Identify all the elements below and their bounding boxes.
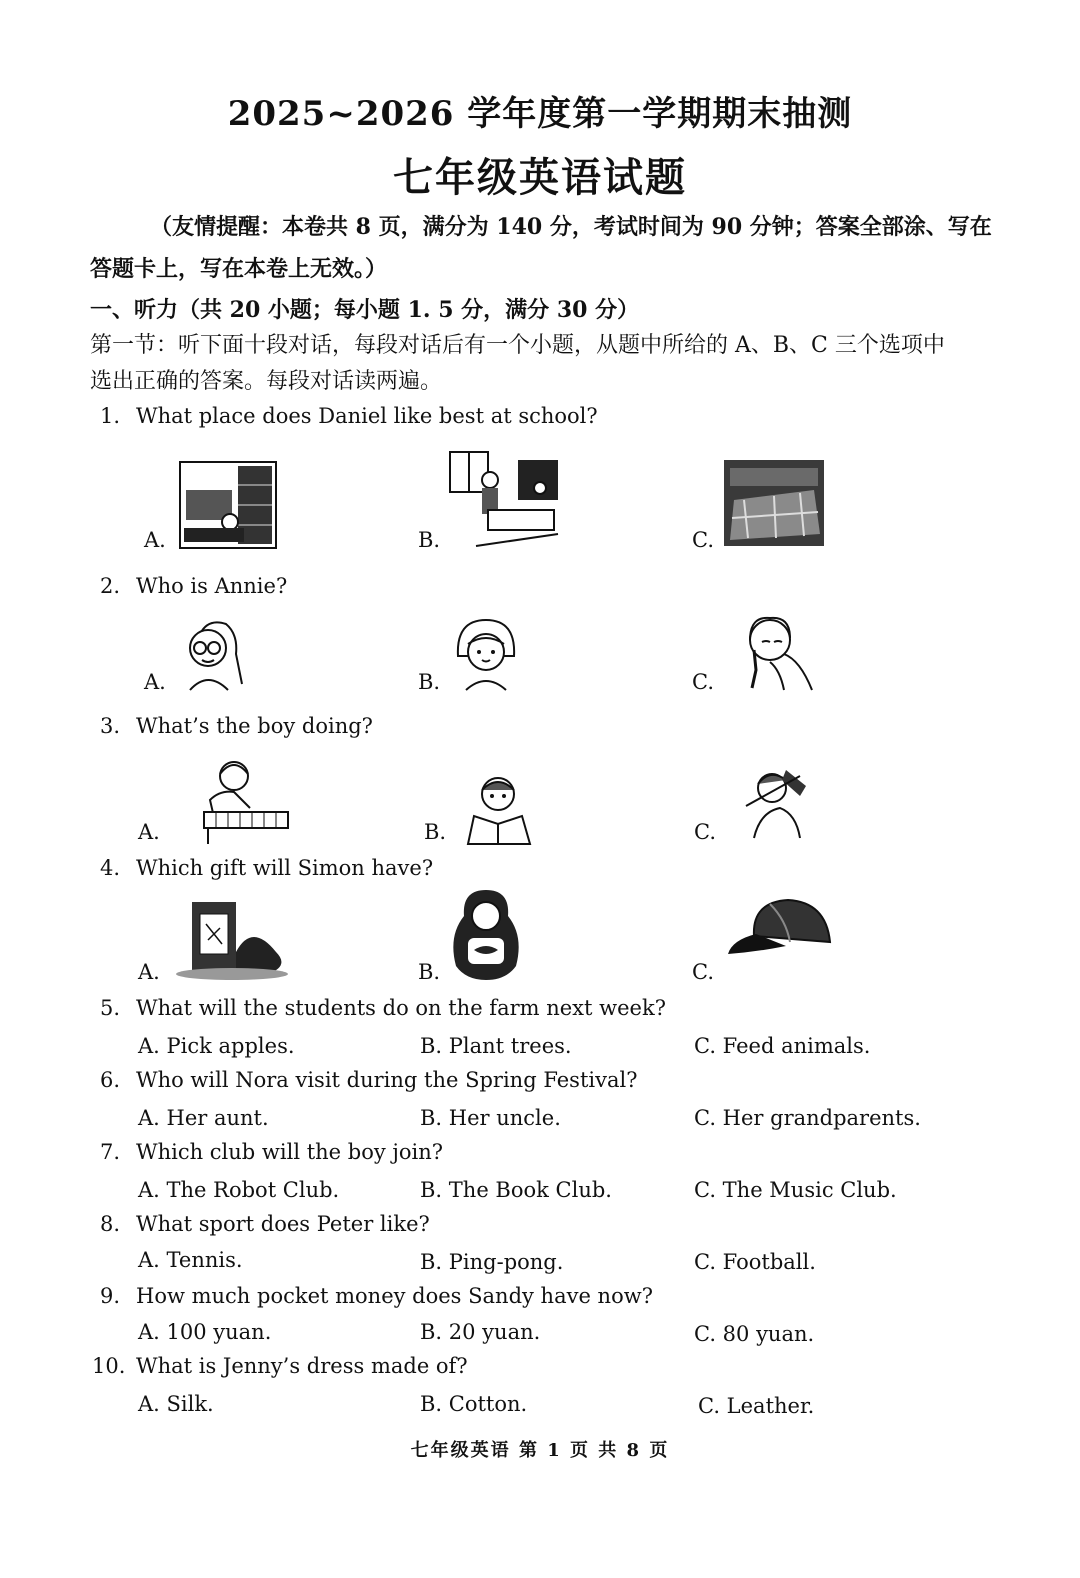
- option-label: A.: [144, 528, 166, 552]
- question-3: [100, 714, 373, 738]
- option-b: B. Her uncle.: [420, 1106, 561, 1130]
- exam-term-title: 2025~2026 学年度第一学期期末抽测: [227, 94, 853, 134]
- option-c: C. Feed animals.: [694, 1034, 871, 1058]
- option-b: B. 20 yuan.: [420, 1320, 541, 1344]
- question-text: Which club will the boy join?: [136, 1140, 444, 1164]
- question-5: [100, 996, 666, 1020]
- question-number: 2.: [100, 574, 121, 598]
- question-8: [100, 1212, 430, 1236]
- section-instruction-1: 第一节：听下面十段对话，每段对话后有一个小题，从题中所给的 A、B、C 三个选项中: [90, 333, 945, 358]
- option-b: B. Plant trees.: [420, 1034, 572, 1058]
- option-label: A.: [144, 670, 166, 694]
- option-c: C. Leather.: [698, 1394, 815, 1418]
- boy-playing-piano-icon: [190, 756, 290, 846]
- question-text: Who will Nora visit during the Spring Festival?: [136, 1068, 638, 1092]
- option-label: A.: [138, 820, 160, 844]
- option-label: B.: [424, 820, 447, 844]
- question-4: [100, 856, 433, 880]
- option-b: B. Cotton.: [420, 1392, 528, 1416]
- option-c: C. 80 yuan.: [694, 1322, 815, 1346]
- question-text: What will the students do on the farm next week?: [136, 996, 666, 1020]
- question-6: [100, 1068, 637, 1092]
- question-number: 3.: [100, 714, 121, 738]
- question-number: 4.: [100, 856, 121, 880]
- question-number: 9.: [100, 1284, 121, 1308]
- option-c: C. Her grandparents.: [694, 1106, 921, 1130]
- question-number: 7.: [100, 1140, 121, 1164]
- office-scene-icon: [448, 450, 563, 550]
- option-label: C.: [692, 670, 714, 694]
- question-number: 1.: [100, 404, 121, 428]
- notice-line-1: （友情提醒：本卷共 8 页，满分为 140 分，考试时间为 90 分钟；答案全部涂、写在: [150, 214, 992, 240]
- question-number: 10.: [92, 1354, 126, 1378]
- question-text: What sport does Peter like?: [136, 1212, 430, 1236]
- option-label: C.: [692, 960, 714, 984]
- option-a: A. Her aunt.: [138, 1106, 269, 1130]
- question-number: 5.: [100, 996, 121, 1020]
- page-footer: 七年级英语 第 1 页 共 8 页: [410, 1440, 670, 1461]
- boy-reading-icon: [464, 772, 534, 848]
- option-a: A. 100 yuan.: [138, 1320, 272, 1344]
- option-label: A.: [138, 960, 160, 984]
- girl-glasses-ponytail-icon: [178, 614, 248, 692]
- option-label: B.: [418, 528, 441, 552]
- option-label: C.: [694, 820, 716, 844]
- question-7: [100, 1140, 443, 1164]
- cap-icon: [726, 896, 834, 960]
- option-a: A. Tennis.: [138, 1248, 243, 1272]
- girl-short-hair-icon: [450, 614, 522, 692]
- question-number: 8.: [100, 1212, 121, 1236]
- library-scene-icon: [178, 460, 278, 550]
- tea-gift-icon: [172, 892, 296, 982]
- question-text: What is Jenny’s dress made of?: [136, 1354, 468, 1378]
- option-c: C. Football.: [694, 1250, 816, 1274]
- girl-braids-icon: [740, 610, 816, 692]
- option-label: B.: [418, 670, 441, 694]
- question-text: Who is Annie?: [136, 574, 288, 598]
- question-text: How much pocket money does Sandy have now?: [136, 1284, 653, 1308]
- option-label: B.: [418, 960, 441, 984]
- option-a: A. Pick apples.: [138, 1034, 295, 1058]
- section-heading: 一、听力（共 20 小题；每小题 1. 5 分，满分 30 分）: [90, 297, 640, 323]
- exam-subject-title: 七年级英语试题: [393, 154, 687, 201]
- field-scene-icon: [724, 460, 824, 546]
- option-c: C. The Music Club.: [694, 1178, 897, 1202]
- question-1: [100, 404, 598, 428]
- boy-playing-violin-icon: [740, 762, 812, 840]
- section-instruction-2: 选出正确的答案。每段对话读两遍。: [90, 369, 443, 394]
- option-b: B. The Book Club.: [420, 1178, 612, 1202]
- question-text: Which gift will Simon have?: [136, 856, 434, 880]
- question-2: [100, 574, 287, 598]
- option-a: A. The Robot Club.: [138, 1178, 340, 1202]
- matryoshka-doll-icon: [446, 886, 526, 982]
- question-9: [100, 1284, 653, 1308]
- question-text: What place does Daniel like best at school?: [136, 404, 598, 428]
- notice-line-2: 答题卡上，写在本卷上无效。）: [90, 256, 388, 282]
- question-number: 6.: [100, 1068, 121, 1092]
- option-label: C.: [692, 528, 714, 552]
- option-a: A. Silk.: [138, 1392, 214, 1416]
- option-b: B. Ping-pong.: [420, 1250, 564, 1274]
- question-10: [92, 1354, 468, 1378]
- question-text: What’s the boy doing?: [136, 714, 373, 738]
